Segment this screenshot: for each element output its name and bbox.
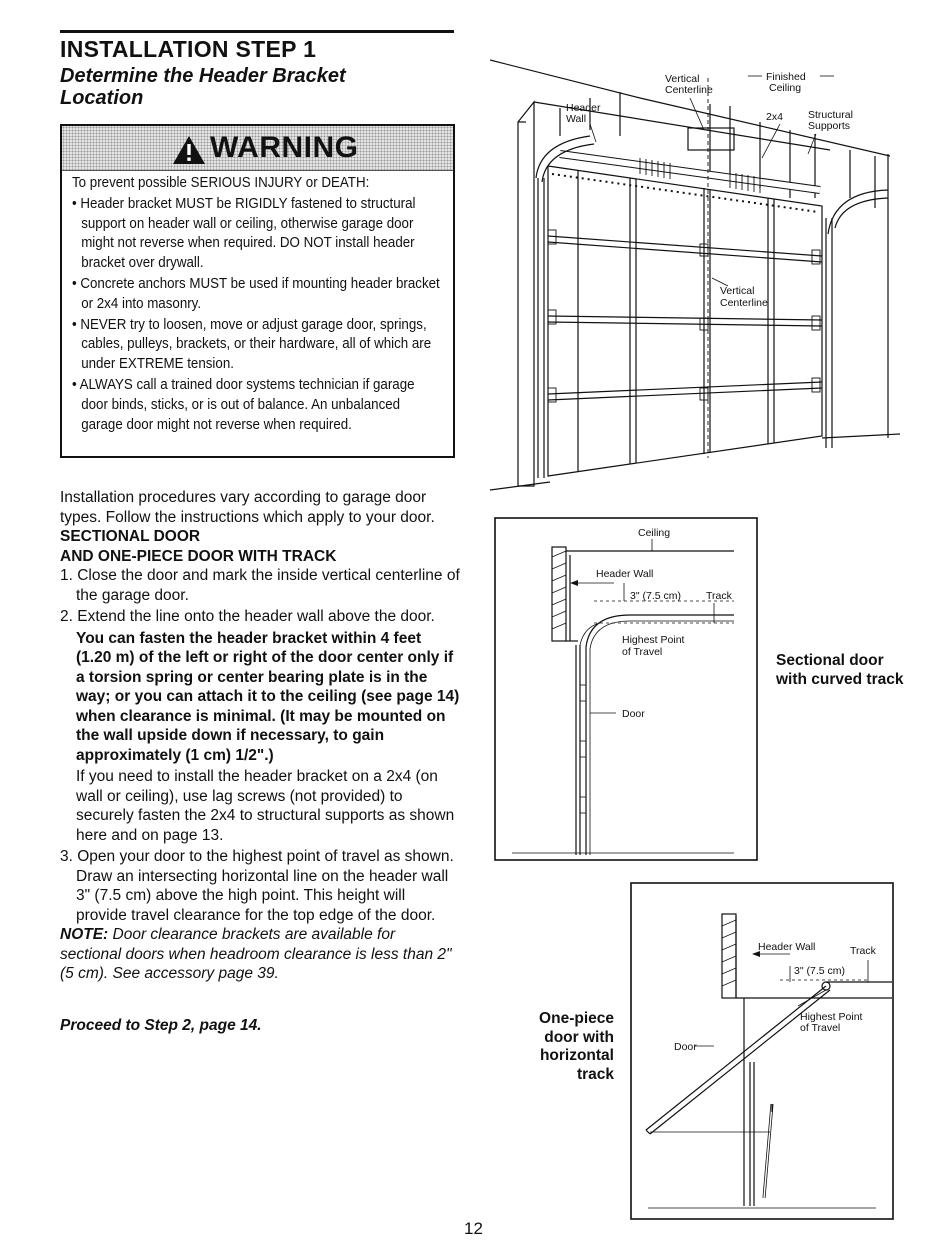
label-door: Door (674, 1041, 697, 1053)
label-vertical-centerline-top: Vertical (665, 73, 700, 85)
label-track: Track (850, 945, 876, 957)
warning-bullet: • Concrete anchors MUST be used if mounting header bracket or 2x4 into masonry. (72, 275, 440, 312)
warning-title: WARNING (210, 131, 359, 164)
note (60, 925, 460, 984)
warning-banner (62, 126, 453, 171)
caption-curved-track: Sectional door with curved track (776, 652, 904, 688)
label-track: Track (706, 590, 732, 602)
label-highest-point: Highest Point (622, 634, 685, 646)
garage-door-illustration (490, 58, 900, 498)
label-clearance: 3" (7.5 cm) (630, 590, 681, 602)
caption-one-piece-door: One-piece door with horizontal track (539, 1010, 614, 1083)
step-2-extra: If you need to install the header bracket on a 2x4 (on wall or ceiling), use lag screws (not provided) to securely fasten the 2x4 to structural supports as shown here and on page 13. (76, 768, 455, 844)
label-highest-point: Highest Point (800, 1011, 863, 1023)
title-rule (60, 30, 454, 33)
warning-intro: To prevent possible SERIOUS INJURY or DEATH: (72, 175, 370, 191)
label-finished-ceiling-2: Ceiling (769, 82, 802, 94)
label-structural-supports: Structural (808, 109, 853, 121)
step-3: 3. Open your door to the highest point of travel as shown. Draw an intersecting horizontal line on the header wall 3" (7.5 cm) above the high point. This height will provide travel clearance for the top edge of the door. (60, 848, 454, 924)
curved-track-diagram (494, 517, 758, 861)
warning-bullet: • Header bracket MUST be RIGIDLY fastened to structural support on header wall or ceiling, otherwise garage door might not reverse when required. DO NOT install header bracket over drywall. (72, 195, 416, 272)
page-title: INSTALLATION STEP 1 (60, 36, 317, 62)
step-2-bold-note: You can fasten the header bracket within 4 feet (1.20 m) of the left or right of the door center only if a torsion spring or center bearing plate is in the way; or you can attach it to the ceiling (see page 14) when clearance is minimal. (It may be mounted on the wall upside down if necessary, to gain approximately (1 cm) 1/2".) (76, 629, 460, 764)
page-number: 12 (464, 1219, 483, 1238)
label-door: Door (622, 708, 645, 720)
instructions (60, 488, 460, 984)
warning-triangle-icon (172, 135, 206, 165)
step-2: 2. Extend the line onto the header wall above the door. (60, 608, 435, 625)
warning-text (72, 174, 440, 436)
proceed-link-text: Proceed to Step 2, page 14. (60, 1017, 262, 1034)
warning-bullet: • NEVER try to loosen, move or adjust garage door, springs, cables, pulleys, brackets, or their hardware, all of which are under EXTREME tension. (72, 316, 432, 373)
warning-bullet: • ALWAYS call a trained door systems technician if garage door binds, sticks, or is out of balance. An unbalanced garage door might not reverse when required. (72, 376, 415, 433)
note-text: Door clearance brackets are available for sectional doors when headroom clearance is less than 2" (5 cm). See accessory page 39. (60, 926, 452, 982)
section-heading-line-2: AND ONE-PIECE DOOR WITH TRACK (60, 547, 337, 565)
label-structural-supports-2: Supports (808, 120, 851, 132)
section-heading (60, 527, 460, 566)
label-header-wall-2: Wall (566, 113, 587, 125)
one-piece-door-diagram (630, 882, 894, 1220)
page-subtitle: Determine the Header Bracket Location (60, 65, 346, 109)
label-vertical-centerline-mid: Vertical (720, 285, 755, 297)
warning-box (60, 124, 455, 458)
label-header-wall: Header Wall (758, 941, 816, 953)
label-clearance: 3" (7.5 cm) (794, 965, 845, 977)
label-highest-point-2: of Travel (622, 646, 663, 658)
intro-paragraph: Installation procedures vary according to garage door types. Follow the instructions which apply to your door. (60, 489, 435, 526)
step-1: 1. Close the door and mark the inside vertical centerline of the garage door. (60, 567, 460, 604)
label-header-wall: Header Wall (596, 568, 654, 580)
label-vertical-centerline-mid-2: Centerline (720, 297, 768, 309)
note-label: NOTE: (60, 926, 109, 943)
label-highest-point-2: of Travel (800, 1022, 841, 1034)
label-finished-ceiling: Finished (766, 71, 806, 83)
label-2x4: 2x4 (766, 111, 783, 123)
label-ceiling: Ceiling (638, 527, 671, 539)
label-vertical-centerline-top-2: Centerline (665, 84, 713, 96)
section-heading-line-1: SECTIONAL DOOR (60, 528, 201, 545)
label-header-wall: Header (566, 102, 601, 114)
